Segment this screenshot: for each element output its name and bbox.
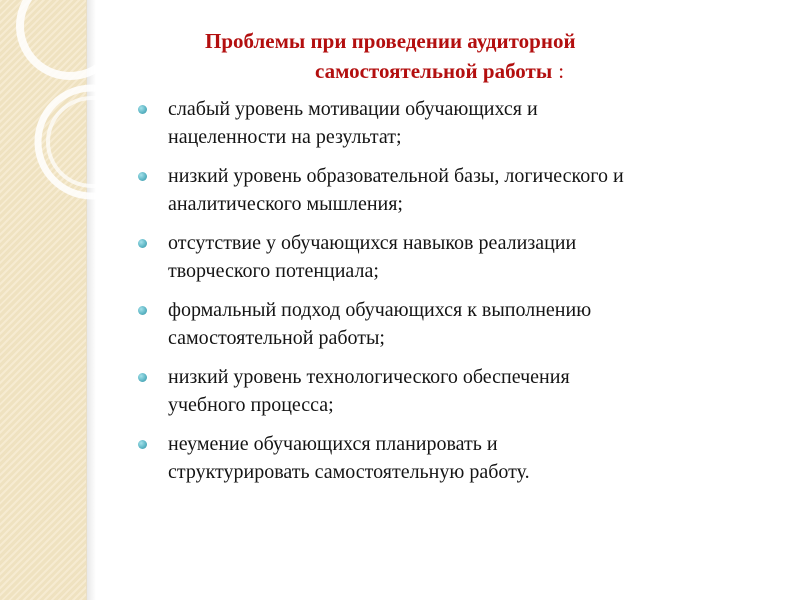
list-item-line-1: формальный подход обучающихся к выполнению <box>168 299 592 321</box>
slide-title <box>205 26 725 86</box>
list-item-line-1: низкий уровень образовательной базы, логического и <box>168 165 624 187</box>
rings-decoration-icon <box>0 0 140 220</box>
title-line-1: Проблемы при проведении аудиторной <box>205 29 576 53</box>
title-colon: : <box>558 59 565 83</box>
list-item-line-2: творческого потенциала; <box>168 260 379 282</box>
list-item-line-2: самостоятельной работы; <box>168 327 385 349</box>
teal-dot-icon <box>138 239 147 248</box>
problems-list <box>132 95 782 497</box>
title-line-2 <box>205 56 725 86</box>
list-item <box>132 363 782 419</box>
list-item-line-1: отсутствие у обучающихся навыков реализации <box>168 232 577 254</box>
teal-dot-icon <box>138 440 147 449</box>
teal-dot-icon <box>138 105 147 114</box>
teal-dot-icon <box>138 373 147 382</box>
list-item <box>132 162 782 218</box>
list-item-line-2: структурировать самостоятельную работу. <box>168 461 530 483</box>
list-item-line-2: учебного процесса; <box>168 394 334 416</box>
list-item-line-1: низкий уровень технологического обеспечения <box>168 366 570 388</box>
list-item-line-2: нацеленности на результат; <box>168 126 402 148</box>
list-item <box>132 95 782 151</box>
list-item <box>132 229 782 285</box>
list-item-line-1: неумение обучающихся планировать и <box>168 433 498 455</box>
list-item <box>132 296 782 352</box>
teal-dot-icon <box>138 306 147 315</box>
teal-dot-icon <box>138 172 147 181</box>
list-item <box>132 430 782 486</box>
list-item-line-2: аналитического мышления; <box>168 193 403 215</box>
list-item-line-1: слабый уровень мотивации обучающихся и <box>168 98 538 120</box>
title-line-2-text: самостоятельной работы <box>315 59 553 83</box>
